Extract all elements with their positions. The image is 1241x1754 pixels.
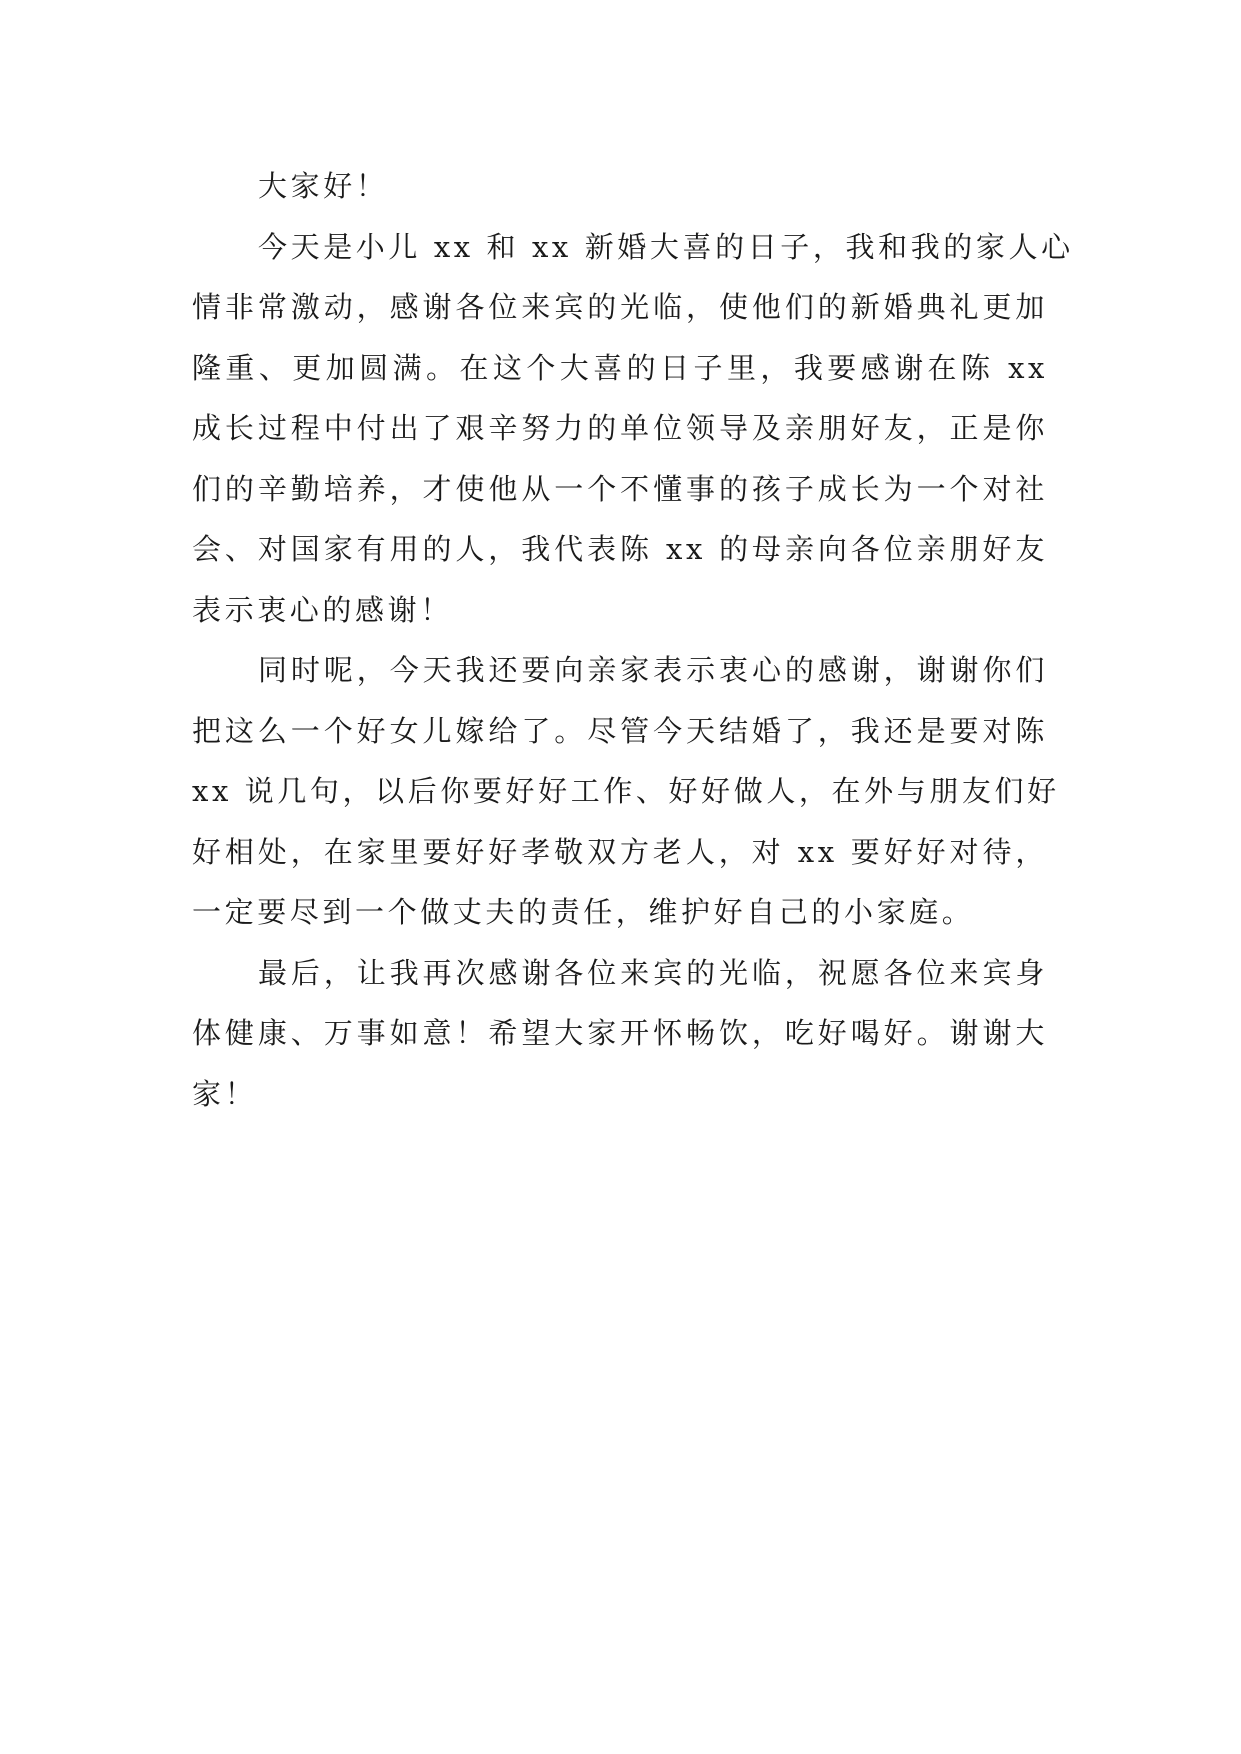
text-line: 一定要尽到一个做丈夫的责任，维护好自己的小家庭。	[192, 895, 975, 929]
text-line: xx 说几句，以后你要好好工作、好好做人，在外与朋友们好	[192, 774, 1060, 808]
text-line: 隆重、更加圆满。在这个大喜的日子里，我要感谢在陈 xx	[192, 350, 1048, 385]
greeting: 大家好！	[258, 169, 389, 203]
text-line: 今天是小儿 xx 和 xx 新婚大喜的日子，我和我的家人心	[258, 229, 1074, 264]
text-line: 表示衷心的感谢！	[192, 592, 453, 627]
paragraph-1	[192, 217, 1074, 641]
paragraph-2	[192, 640, 1060, 943]
text-line: 会、对国家有用的人，我代表陈 xx 的母亲向各位亲朋好友	[192, 532, 1048, 566]
text-line: 体健康、万事如意！希望大家开怀畅饮，吃好喝好。谢谢大	[192, 1016, 1048, 1050]
text-line: 最后，让我再次感谢各位来宾的光临，祝愿各位来宾身	[258, 955, 1048, 990]
text-line: 家！	[192, 1076, 258, 1111]
paragraph-3	[192, 943, 1048, 1125]
text-line: 成长过程中付出了艰辛努力的单位领导及亲朋好友，正是你	[192, 411, 1048, 445]
text-line: 把这么一个好女儿嫁给了。尽管今天结婚了，我还是要对陈	[192, 713, 1048, 748]
text-line: 同时呢，今天我还要向亲家表示衷心的感谢，谢谢你们	[258, 653, 1048, 687]
text-line: 好相处，在家里要好好孝敬双方老人，对 xx 要好好对待，	[192, 834, 1048, 869]
text-line: 们的辛勤培养，才使他从一个不懂事的孩子成长为一个对社	[192, 471, 1048, 506]
text-line: 情非常激动，感谢各位来宾的光临，使他们的新婚典礼更加	[192, 290, 1048, 324]
document-body	[192, 156, 1074, 1124]
